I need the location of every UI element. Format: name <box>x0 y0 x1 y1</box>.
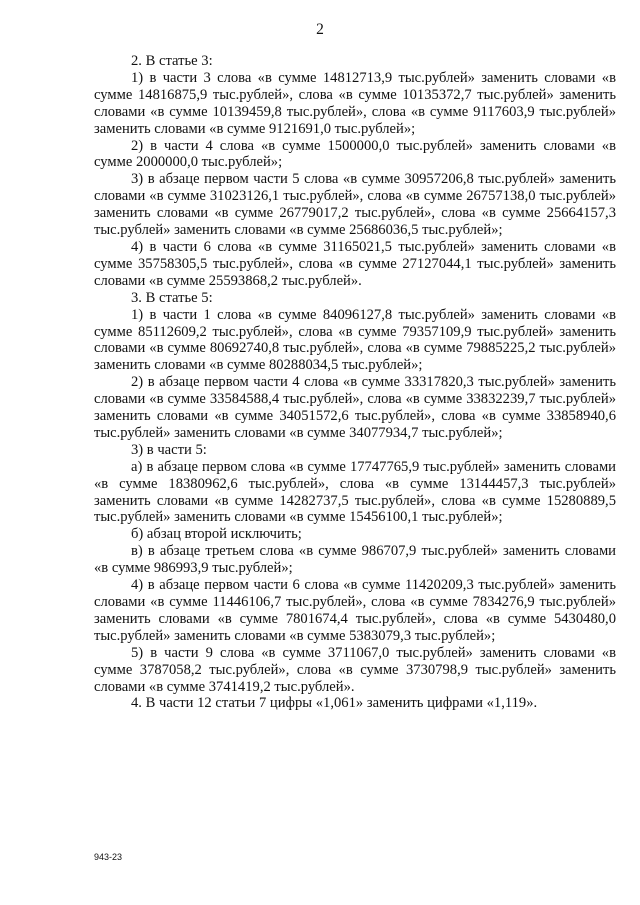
paragraph-article-5-item-3v: в) в абзаце третьем слова «в сумме 986707,9 тыс.рублей» заменить словами «в сумме 986993,9 тыс.рублей»; <box>94 543 616 577</box>
paragraph-article-3-heading: 2. В статье 3: <box>131 53 213 69</box>
footer-document-code: 943-23 <box>94 852 123 862</box>
paragraph-article-5-item-5: 5) в части 9 слова «в сумме 3711067,0 тыс.рублей» заменить словами «в сумме 3787058,2 тыс.рублей», слова «в сумме 3730798,9 тыс.рублей» заменить словами «в сумме 3741419,2 тыс.рублей». <box>94 644 616 695</box>
document-body <box>94 53 616 712</box>
paragraph-article-5-item-3: 3) в части 5: <box>131 441 207 458</box>
paragraph-article-5-item-3b: б) абзац второй исключить; <box>131 526 302 543</box>
paragraph-article-5-item-1: 1) в части 1 слова «в сумме 84096127,8 тыс.рублей» заменить словами «в сумме 85112609,2 тыс.рублей», слова «в сумме 79357109,9 тыс.рублей» заменить словами «в сумме 80692740,8 тыс.рублей», слова «в сумме 79885225,2 тыс.рублей» заменить словами «в сумме 80288034,5 тыс.рублей»; <box>94 306 616 374</box>
page-number: 2 <box>316 21 324 38</box>
paragraph-article-3-item-1: 1) в части 3 слова «в сумме 14812713,9 тыс.рублей» заменить словами «в сумме 14816875,9 тыс.рублей», слова «в сумме 10135372,7 тыс.рублей» заменить словами «в сумме 10139459,8 тыс.рублей», слова «в сумме 9117603,9 тыс.рублей» заменить словами «в сумме 9121691,0 тыс.рублей»; <box>94 69 616 137</box>
paragraph-article-3-item-2: 2) в части 4 слова «в сумме 1500000,0 тыс.рублей» заменить словами «в сумме 2000000,0 тыс.рублей»; <box>94 137 616 171</box>
paragraph-article-5-item-4: 4) в абзаце первом части 6 слова «в сумме 11420209,3 тыс.рублей» заменить словами «в сумме 11446106,7 тыс.рублей», слова «в сумме 7834276,9 тыс.рублей» заменить словами «в сумме 7801674,4 тыс.рублей», слова «в сумме 5430480,0 тыс.рублей» заменить словами «в сумме 5383079,3 тыс.рублей»; <box>94 577 616 644</box>
paragraph-article-5-item-3a: а) в абзаце первом слова «в сумме 17747765,9 тыс.рублей» заменить словами «в сумме 18380962,6 тыс.рублей», слова «в сумме 13144457,3 тыс.рублей» заменить словами «в сумме 14282737,5 тыс.рублей», слова «в сумме 15280889,5 тыс.рублей» заменить словами «в сумме 15456100,1 тыс.рублей»; <box>94 458 616 526</box>
paragraph-article-5-heading: 3. В статье 5: <box>131 289 213 306</box>
paragraph-article-3-item-4: 4) в части 6 слова «в сумме 31165021,5 тыс.рублей» заменить словами «в сумме 35758305,5 тыс.рублей», слова «в сумме 27127044,1 тыс.рублей» заменить словами «в сумме 25593868,2 тыс.рублей». <box>94 238 616 289</box>
paragraph-article-7: 4. В части 12 статьи 7 цифры «1,061» заменить цифрами «1,119». <box>131 695 538 712</box>
paragraph-article-5-item-2: 2) в абзаце первом части 4 слова «в сумме 33317820,3 тыс.рублей» заменить словами «в сумме 33584588,4 тыс.рублей», слова «в сумме 33832239,7 тыс.рублей» заменить словами «в сумме 34051572,6 тыс.рублей», слова «в сумме 33858940,6 тыс.рублей» заменить словами «в сумме 34077934,7 тыс.рублей»; <box>94 374 616 441</box>
paragraph-article-3-item-3: 3) в абзаце первом части 5 слова «в сумме 30957206,8 тыс.рублей» заменить словами «в сумме 31023126,1 тыс.рублей», слова «в сумме 26757138,0 тыс.рублей» заменить словами «в сумме 26779017,2 тыс.рублей», слова «в сумме 25664157,3 тыс.рублей» заменить словами «в сумме 25686036,5 тыс.рублей»; <box>94 171 616 239</box>
